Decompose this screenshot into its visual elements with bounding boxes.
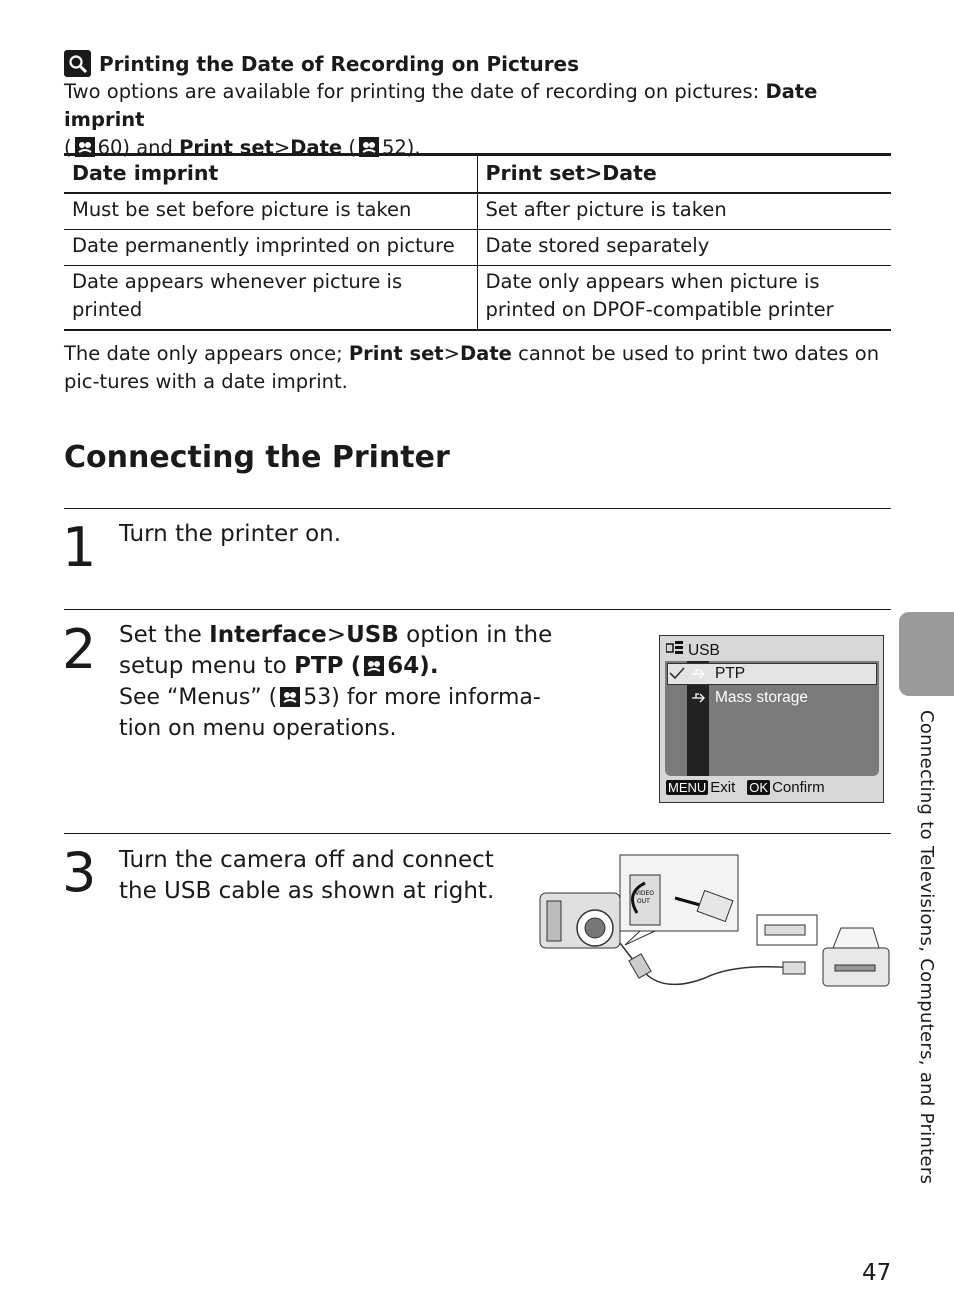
port-label: VIDEO <box>635 890 655 897</box>
step-text: Set the Interface>USB option in the setup menu to PTP ( 64). See “Menus” ( 53) for more informa-tion on menu operations. <box>119 620 569 744</box>
tip-intro: Two options are available for printing the date of recording on pictures: Date imprint ( 60) and Print set>Date ( 52). <box>64 80 818 159</box>
page-reference-icon <box>364 654 384 674</box>
table-header: Print set>Date <box>477 155 891 193</box>
step-text: Turn the printer on. <box>119 521 342 547</box>
comparison-table <box>64 153 891 331</box>
side-tab-label: Connecting to Televisions, Computers, and Printers <box>916 710 937 1185</box>
section-title: Connecting the Printer <box>64 440 450 475</box>
section-side-tab <box>899 612 954 696</box>
lcd-menu-panel <box>665 661 879 776</box>
table-cell: Must be set before picture is taken <box>64 193 477 230</box>
lcd-footer: MENU Exit OK Confirm <box>668 779 825 796</box>
table-cell: Date appears whenever picture is printed <box>64 265 477 330</box>
tip-heading <box>64 50 579 77</box>
lcd-option-mass-storage[interactable]: Mass storage <box>715 689 809 706</box>
menu-key-icon: MENU <box>668 780 707 795</box>
step-number: 3 <box>62 841 97 904</box>
camera-printer-drawing <box>535 853 895 998</box>
table-cell: Date stored separately <box>477 229 891 265</box>
table-cell: Set after picture is taken <box>477 193 891 230</box>
tip-title: Printing the Date of Recording on Pictures <box>99 51 580 76</box>
ok-key-icon: OK <box>749 780 769 795</box>
step-number: 1 <box>62 516 97 579</box>
setup-menu-icon <box>666 641 684 660</box>
usb-icon <box>691 691 707 709</box>
step-divider <box>64 833 891 834</box>
step-text: Turn the camera off and connect the USB cable as shown at right. <box>119 847 495 904</box>
page-reference-icon <box>280 685 300 705</box>
table-row <box>64 229 891 265</box>
magnifier-icon <box>64 50 91 77</box>
table-cell: Date only appears when picture is printed on DPOF-compatible printer <box>477 265 891 330</box>
usb-connection-illustration <box>535 853 895 998</box>
table-header: Date imprint <box>64 155 477 193</box>
step-subtext: See “Menus” ( 53) for more informa-tion on menu operations. <box>119 685 541 741</box>
date-note: The date only appears once; Print set>Date cannot be used to print two dates on pic-tures with a date imprint. <box>64 342 880 393</box>
page-number: 47 <box>862 1260 892 1286</box>
step-number: 2 <box>62 618 97 681</box>
step-divider <box>64 508 891 509</box>
table-row <box>64 265 891 330</box>
camera-lcd-usb-menu <box>659 635 884 803</box>
table-header-row <box>64 155 891 193</box>
step-divider <box>64 609 891 610</box>
usb-icon <box>691 667 707 685</box>
lcd-title: USB <box>666 641 720 660</box>
check-icon <box>669 666 685 685</box>
table-cell: Date permanently imprinted on picture <box>64 229 477 265</box>
table-row <box>64 193 891 230</box>
port-label: OUT <box>637 898 650 905</box>
lcd-option-ptp[interactable]: PTP <box>715 665 746 682</box>
